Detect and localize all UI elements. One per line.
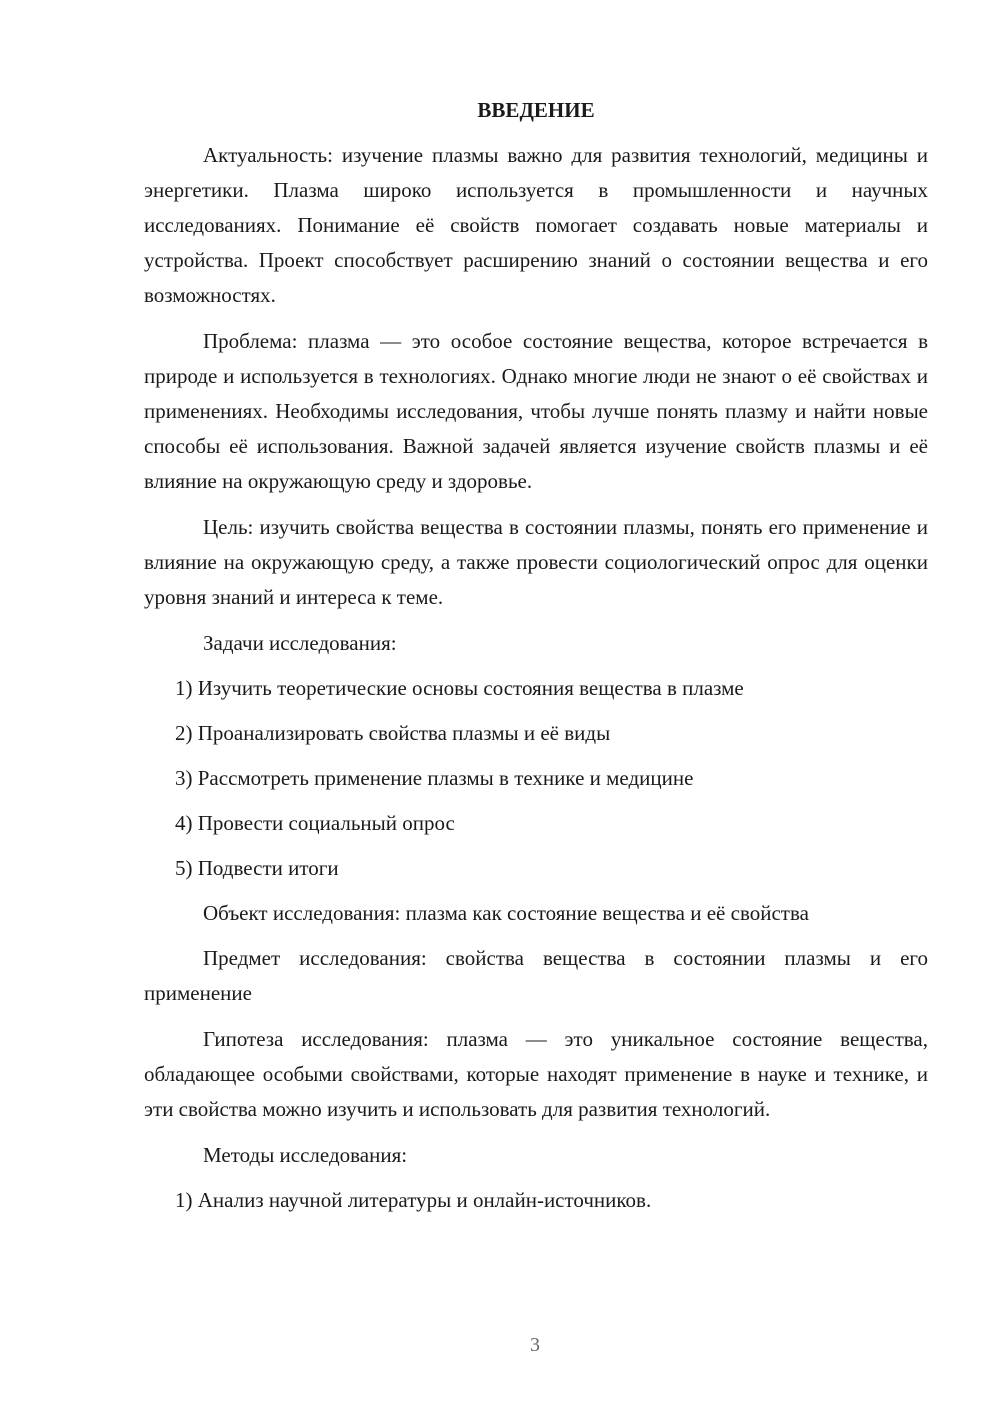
object-line: Объект исследования: плазма как состояние вещества и её свойства xyxy=(203,901,809,925)
method-item: 1) Анализ научной литературы и онлайн-источников. xyxy=(175,1188,652,1212)
document-page xyxy=(144,96,928,1228)
task-item: 2) Проанализировать свойства плазмы и её виды xyxy=(175,721,611,745)
hypothesis-paragraph: Гипотеза исследования: плазма — это уникальное состояние вещества, обладающее особыми свойствами, которые находят применение в науке и технике, и эти свойства можно изучить и использовать для развития технологий. xyxy=(144,1027,928,1121)
problem-paragraph: Проблема: плазма — это особое состояние вещества, которое встречается в природе и используется в технологиях. Однако многие люди не знают о её свойствах и применениях. Необходимы исследования, чтобы лучше понять плазму и найти новые способы её использования. Важной задачей является изучение свойств плазмы и её влияние на окружающую среду и здоровье. xyxy=(144,329,928,493)
task-item: 5) Подвести итоги xyxy=(175,856,339,880)
goal-paragraph: Цель: изучить свойства вещества в состоянии плазмы, понять его применение и влияние на окружающую среду, а также провести социологический опрос для оценки уровня знаний и интереса к теме. xyxy=(144,515,928,609)
methods-heading: Методы исследования: xyxy=(203,1143,408,1167)
task-item: 4) Провести социальный опрос xyxy=(175,811,455,835)
tasks-list xyxy=(144,671,928,886)
methods-list xyxy=(144,1183,928,1218)
tasks-heading: Задачи исследования: xyxy=(203,631,397,655)
subject-paragraph: Предмет исследования: свойства вещества в состоянии плазмы и его применение xyxy=(144,946,928,1005)
task-item: 3) Рассмотреть применение плазмы в технике и медицине xyxy=(175,766,694,790)
page-number: 3 xyxy=(530,1334,540,1356)
document-title: ВВЕДЕНИЕ xyxy=(477,98,595,122)
relevance-paragraph: Актуальность: изучение плазмы важно для развития технологий, медицины и энергетики. Плазма широко используется в промышленности и научных исследованиях. Понимание её свойств помогает создавать новые материалы и устройства. Проект способствует расширению знаний о состоянии вещества и его возможностях. xyxy=(144,143,928,307)
task-item: 1) Изучить теоретические основы состояния вещества в плазме xyxy=(175,676,744,700)
